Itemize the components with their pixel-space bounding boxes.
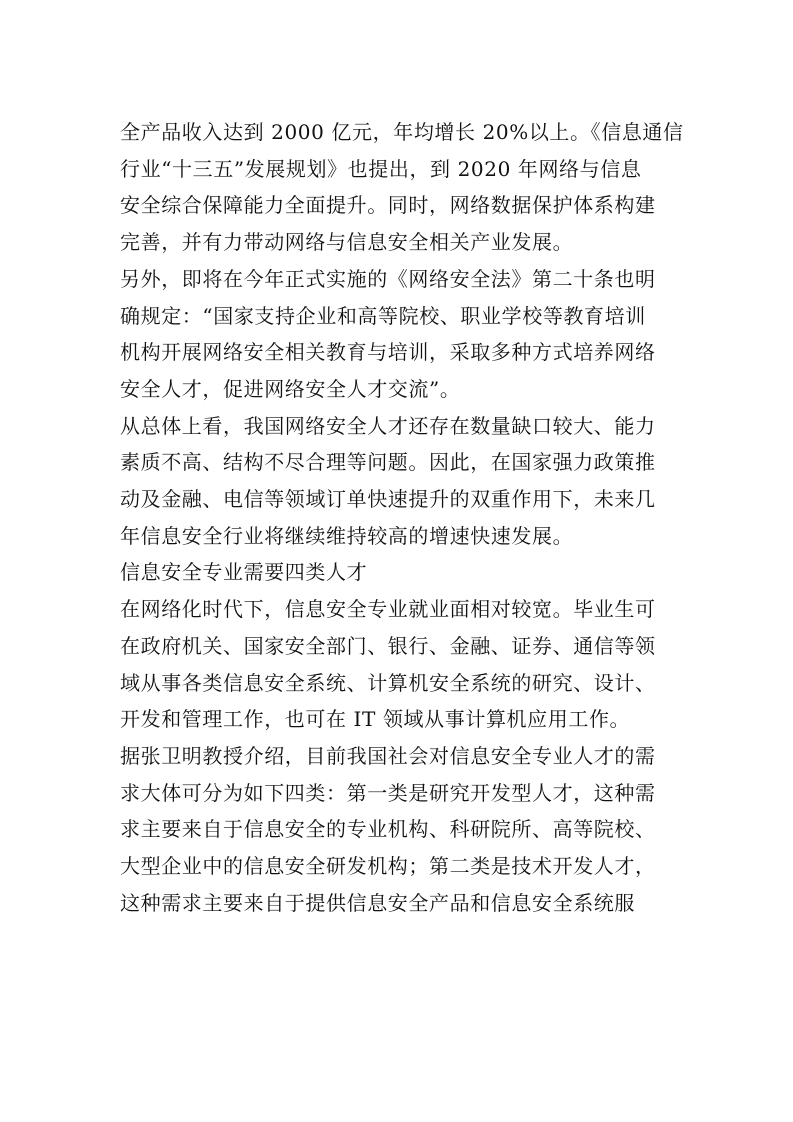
text-line: 安全综合保障能力全面提升。同时，网络数据保护体系构建 [120, 193, 656, 218]
text-line: 从总体上看，我国网络安全人才还存在数量缺口较大、能力 [120, 413, 656, 438]
text-line: 据张卫明教授介绍，目前我国社会对信息安全专业人才的需 [120, 743, 656, 768]
text-line: 另外，即将在今年正式实施的《网络安全法》第二十条也明 [120, 266, 656, 291]
text-line: 素质不高、结构不尽合理等问题。因此，在国家强力政策推 [120, 450, 656, 475]
section-heading: 信息安全专业需要四类人才 [120, 560, 368, 585]
text-line: 机构开展网络安全相关教育与培训，采取多种方式培养网络 [120, 340, 656, 365]
text-line: 行业“十三五”发展规划》也提出，到 2020 年网络与信息 [120, 156, 642, 181]
text-line: 这种需求主要来自于提供信息安全产品和信息安全系统服 [120, 890, 635, 915]
text-line: 确规定：“国家支持企业和高等院校、职业学校等教育培训 [120, 303, 646, 328]
text-line: 全产品收入达到 2000 亿元，年均增长 20%以上。《信息通信 [120, 120, 684, 144]
text-line: 动及金融、电信等领域订单快速提升的双重作用下，未来几 [120, 487, 656, 512]
text-line: 开发和管理工作，也可在 IT 领域从事计算机应用工作。 [120, 707, 631, 732]
text-line: 域从事各类信息安全系统、计算机安全系统的研究、设计、 [120, 670, 656, 695]
text-line: 在政府机关、国家安全部门、银行、金融、证券、通信等领 [120, 633, 656, 658]
text-line: 完善，并有力带动网络与信息安全相关产业发展。 [120, 230, 574, 255]
text-line: 求大体可分为如下四类：第一类是研究开发型人才，这种需 [120, 780, 656, 805]
text-line: 求主要来自于信息安全的专业机构、科研院所、高等院校、 [120, 817, 656, 842]
text-line: 大型企业中的信息安全研发机构；第二类是技术开发人才， [120, 854, 656, 879]
text-line: 年信息安全行业将继续维持较高的增速快速发展。 [120, 523, 574, 548]
text-line: 在网络化时代下，信息安全专业就业面相对较宽。毕业生可 [120, 597, 656, 622]
text-line: 安全人才，促进网络安全人才交流”。 [120, 376, 461, 401]
document-body [120, 114, 688, 921]
